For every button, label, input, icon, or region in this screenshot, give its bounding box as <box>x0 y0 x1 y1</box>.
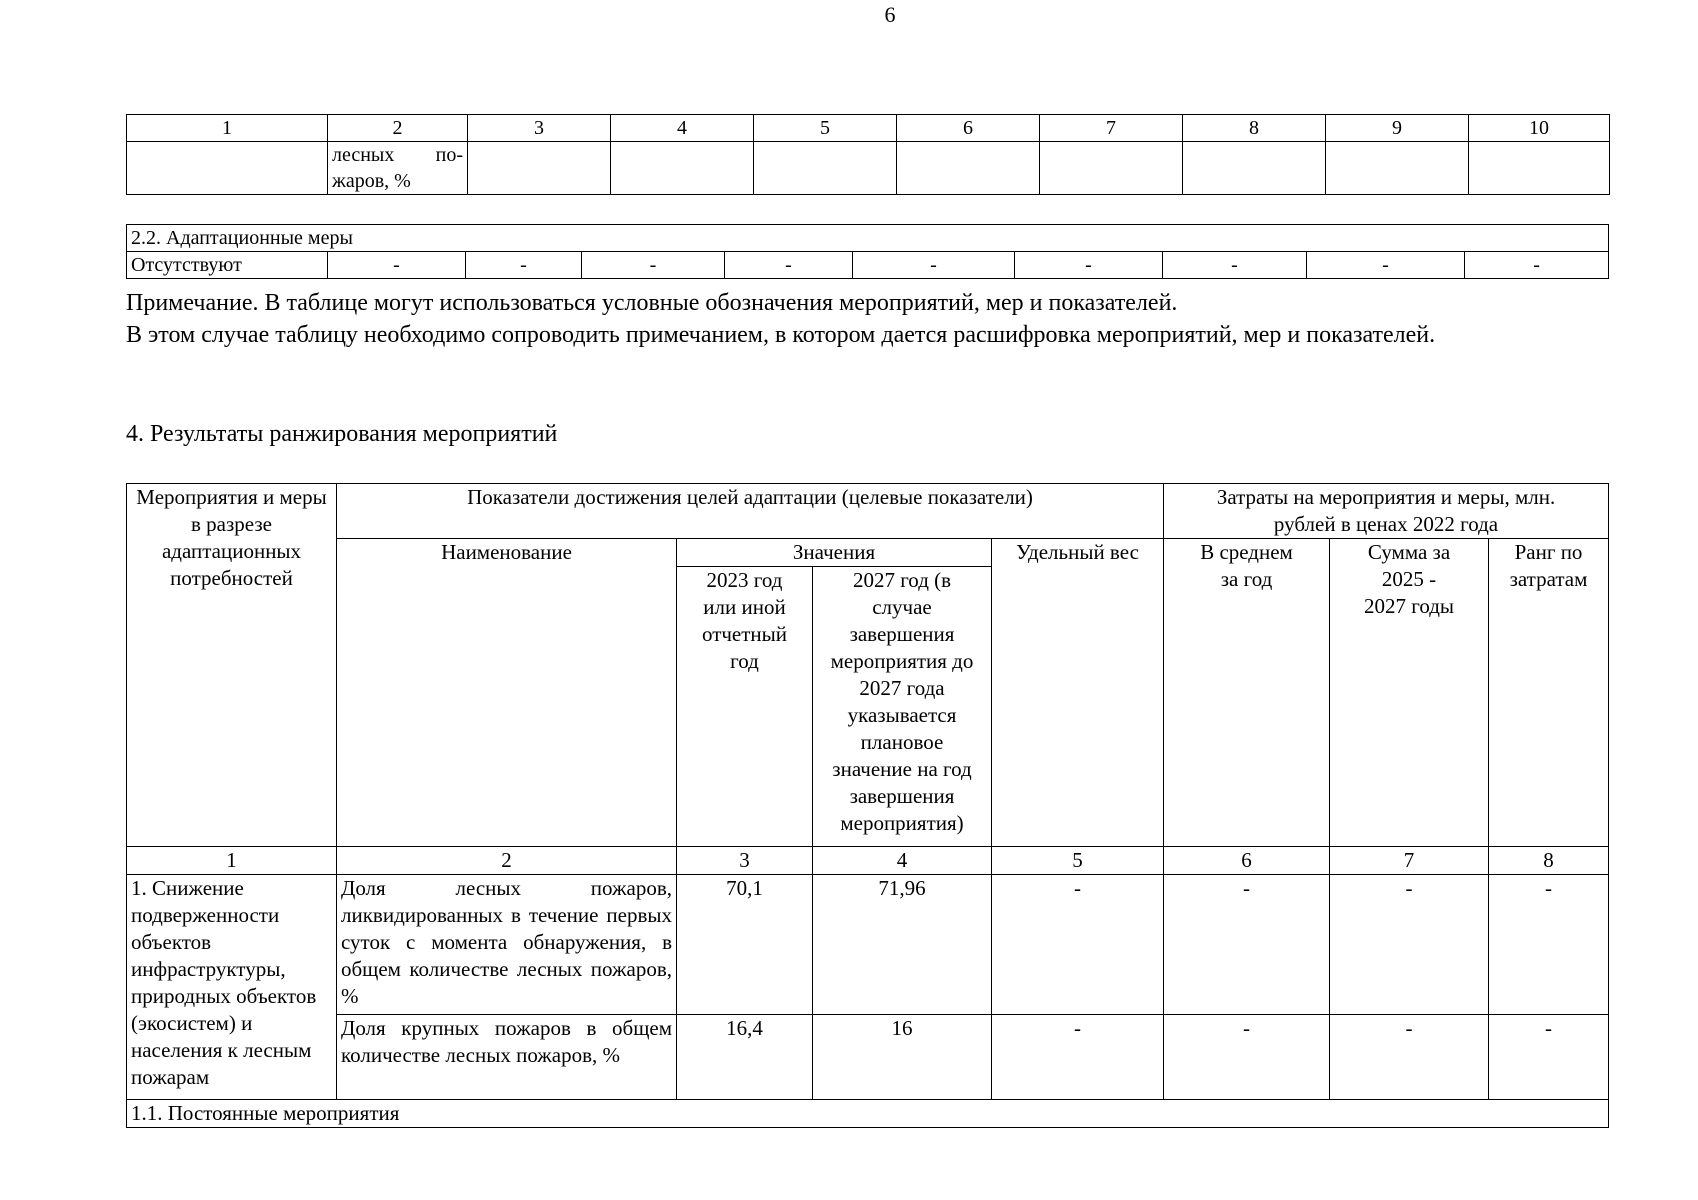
column-number: 3 <box>677 847 813 875</box>
table-header-row <box>127 115 1610 142</box>
header-costs: Затраты на мероприятия и меры, млн. рублей в ценах 2022 года <box>1164 484 1609 539</box>
table-row <box>127 142 1610 195</box>
column-number: 8 <box>1489 847 1609 875</box>
table-cell: - <box>725 252 853 279</box>
table-cell: - <box>1163 252 1307 279</box>
column-number: 4 <box>813 847 992 875</box>
table-header-cell: 6 <box>897 115 1040 142</box>
table-cell <box>754 142 897 195</box>
sum-value: - <box>1330 875 1489 1015</box>
section-heading: 4. Результаты ранжирования мероприятий <box>126 421 558 447</box>
table-row <box>127 252 1609 279</box>
table-cell: - <box>328 252 466 279</box>
table-header-cell: 5 <box>754 115 897 142</box>
table-header-cell: 8 <box>1183 115 1326 142</box>
table-header-cell: 9 <box>1326 115 1469 142</box>
section-row <box>127 1100 1609 1128</box>
ranking-table <box>126 483 1609 1128</box>
value-2027: 71,96 <box>813 875 992 1015</box>
value-2023: 70,1 <box>677 875 813 1015</box>
note-line-1: Примечание. В таблице могут использоваться условные обозначения мероприятий, мер и показателей. <box>126 290 1178 316</box>
table-cell <box>1183 142 1326 195</box>
weight-value: - <box>992 1015 1164 1100</box>
row-label: Отсутствуют <box>127 252 328 279</box>
table-cell: - <box>1015 252 1163 279</box>
column-number: 6 <box>1164 847 1330 875</box>
column-number: 5 <box>992 847 1164 875</box>
table-row <box>127 875 1609 1015</box>
page-number: 6 <box>884 2 896 27</box>
table-cell-indicator <box>328 142 468 195</box>
table-cell <box>611 142 754 195</box>
column-number: 7 <box>1330 847 1489 875</box>
table-cell <box>1326 142 1469 195</box>
table-cell <box>127 142 328 195</box>
table-header-cell: 7 <box>1040 115 1183 142</box>
table-cell <box>1469 142 1610 195</box>
rank-value: - <box>1489 875 1609 1015</box>
table-cell: - <box>1465 252 1609 279</box>
header-row-2 <box>127 539 1609 567</box>
header-rank: Ранг по затратам <box>1489 539 1609 847</box>
rank-value: - <box>1489 1015 1609 1100</box>
weight-value: - <box>992 875 1164 1015</box>
table-header-cell: 10 <box>1469 115 1610 142</box>
header-2023: 2023 год или иной отчетный год <box>677 567 813 847</box>
section-title-1-1: 1.1. Постоянные мероприятия <box>127 1100 1609 1128</box>
header-avg: В среднем за год <box>1164 539 1330 847</box>
group-label: 1. Снижение подверженности объектов инфраструктуры, природных объектов (экосистем) и населения к лесным пожарам <box>127 875 337 1100</box>
table-header-cell: 2 <box>328 115 468 142</box>
table-cell <box>468 142 611 195</box>
value-2027: 16 <box>813 1015 992 1100</box>
table-cell <box>1040 142 1183 195</box>
header-values: Значения <box>677 539 992 567</box>
continued-table-lower <box>126 224 1609 279</box>
table-header-cell: 1 <box>127 115 328 142</box>
header-measures: Мероприятия и меры в разрезе адаптационных потребностей <box>127 484 337 847</box>
table-header-cell: 3 <box>468 115 611 142</box>
header-name: Наименование <box>337 539 677 847</box>
avg-value: - <box>1164 1015 1330 1100</box>
sum-value: - <box>1330 1015 1489 1100</box>
note-line-2: В этом случае таблицу необходимо сопроводить примечанием, в котором дается расшифровка мероприятий, мер и показателей. <box>126 322 1436 348</box>
table-cell: - <box>466 252 582 279</box>
table-row <box>127 1015 1609 1100</box>
header-row-1 <box>127 484 1609 539</box>
indicator-line: лесных по- <box>332 144 463 166</box>
column-number: 2 <box>337 847 677 875</box>
indicator-name: Доля лесных пожаров, ликвидированных в течение первых суток с момента обнаружения, в общем количестве лесных пожаров, % <box>337 875 677 1015</box>
header-indicators: Показатели достижения целей адаптации (целевые показатели) <box>337 484 1164 539</box>
avg-value: - <box>1164 875 1330 1015</box>
indicator-name: Доля крупных пожаров в общем количестве лесных пожаров, % <box>337 1015 677 1100</box>
section-title-2-2: 2.2. Адаптационные меры <box>127 225 1609 252</box>
table-cell: - <box>582 252 725 279</box>
indicator-line: жаров, % <box>332 170 411 192</box>
table-cell: - <box>1307 252 1465 279</box>
column-number: 1 <box>127 847 337 875</box>
continued-table <box>126 114 1610 195</box>
header-2027: 2027 год (в случае завершения мероприятия до 2027 года указывается плановое значение на год завершения мероприятия) <box>813 567 992 847</box>
header-weight: Удельный вес <box>992 539 1164 847</box>
value-2023: 16,4 <box>677 1015 813 1100</box>
table-cell: - <box>853 252 1015 279</box>
table-header-cell: 4 <box>611 115 754 142</box>
header-sum: Сумма за 2025 - 2027 годы <box>1330 539 1489 847</box>
table-cell <box>897 142 1040 195</box>
column-number-row <box>127 847 1609 875</box>
section-row <box>127 225 1609 252</box>
